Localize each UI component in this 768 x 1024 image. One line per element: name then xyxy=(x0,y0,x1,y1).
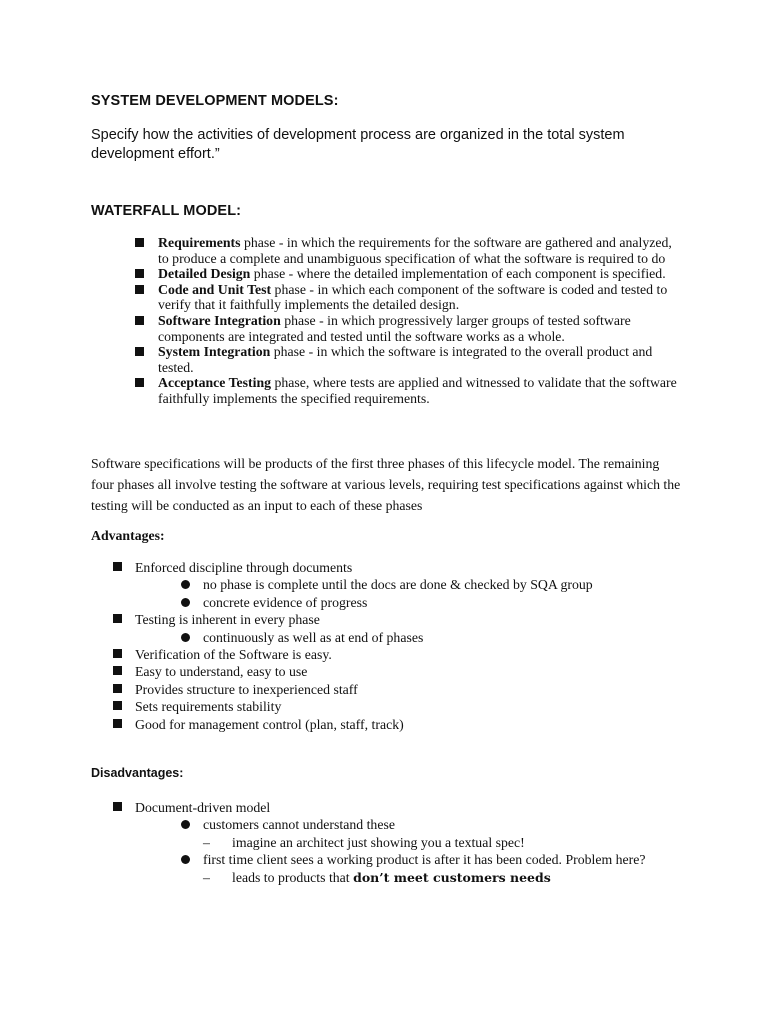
round-bullet-icon xyxy=(181,580,190,589)
advantage-text: Sets requirements stability xyxy=(135,699,282,715)
sub-sub-list-item xyxy=(135,834,693,851)
disadvantages-heading: Disadvantages: xyxy=(91,766,184,780)
phase-name: Software Integration xyxy=(158,312,281,328)
phase-name: Code and Unit Test xyxy=(158,281,272,297)
disadvantage-text: Document-driven model xyxy=(135,800,271,815)
page-title: SYSTEM DEVELOPMENT MODELS: xyxy=(91,93,339,109)
phase-description: phase - in which progressively larger groups of tested software components are integrated and tested until the software works as a whole. xyxy=(158,312,631,344)
list-item xyxy=(113,559,673,611)
list-item xyxy=(135,344,680,375)
phase-name: Requirements xyxy=(158,235,241,250)
phase-name: Acceptance Testing xyxy=(158,375,272,391)
advantages-heading: Advantages: xyxy=(91,528,165,543)
phase-name: System Integration xyxy=(158,344,271,360)
list-item xyxy=(113,681,673,698)
sub-list-item xyxy=(135,576,673,593)
advantage-text: Provides structure to inexperienced staff xyxy=(135,681,358,697)
sub-item-text: no phase is complete until the docs are done & checked by SQA group xyxy=(203,577,593,593)
square-bullet-icon xyxy=(113,614,122,623)
square-bullet-icon xyxy=(113,666,122,675)
list-item xyxy=(135,282,680,313)
sub-sub-item-text: leads to products that xyxy=(232,869,354,885)
square-bullet-icon xyxy=(135,378,144,387)
phase-description: phase - in which each component of the software is coded and tested to verify that it faithfully implements the detailed design. xyxy=(158,281,668,313)
square-bullet-icon xyxy=(113,684,122,693)
advantage-text: Verification of the Software is easy. xyxy=(135,647,332,663)
square-bullet-icon xyxy=(135,347,144,356)
sub-list-item xyxy=(135,594,673,611)
sub-list-item xyxy=(135,629,673,646)
phase-name: Detailed Design xyxy=(158,266,251,282)
sub-list xyxy=(135,816,693,886)
list-item xyxy=(113,611,673,646)
sub-list xyxy=(135,629,673,646)
sub-item-text: customers cannot understand these xyxy=(203,817,395,833)
round-bullet-icon xyxy=(181,633,190,642)
phase-description: phase - in which the requirements for the software are gathered and analyzed, to produce a complete and unambiguous specification of what the software is required to do xyxy=(158,235,672,266)
list-item xyxy=(113,698,673,715)
list-item xyxy=(113,663,673,680)
sub-item-text: continuously as well as at end of phases xyxy=(203,629,424,645)
sub-list xyxy=(135,576,673,611)
square-bullet-icon xyxy=(135,269,144,278)
intro-paragraph: Specify how the activities of development process are organized in the total system development effort.” xyxy=(91,127,625,162)
phase-description: phase - in which the software is integrated to the overall product and tested. xyxy=(158,344,653,375)
square-bullet-icon xyxy=(113,719,122,728)
phase-list xyxy=(135,235,680,407)
advantage-text: Enforced discipline through documents xyxy=(135,560,353,575)
list-item xyxy=(135,375,680,406)
list-item xyxy=(113,646,673,663)
sub-item-text: first time client sees a working product is after it has been coded. Problem here? xyxy=(203,852,646,868)
waterfall-heading: WATERFALL MODEL: xyxy=(91,203,242,219)
list-item xyxy=(113,716,673,733)
list-item xyxy=(135,235,680,266)
square-bullet-icon xyxy=(113,649,122,658)
list-item xyxy=(135,313,680,344)
sub-sub-list xyxy=(135,834,693,851)
phase-description: phase, where tests are applied and witnessed to validate that the software faithfully implements the specified requirements. xyxy=(158,375,677,406)
advantage-text: Good for management control (plan, staff, track) xyxy=(135,716,404,732)
sub-sub-item-text: imagine an architect just showing you a textual spec! xyxy=(232,834,525,850)
square-bullet-icon xyxy=(113,562,122,571)
round-bullet-icon xyxy=(181,855,190,864)
summary-paragraph: Software specifications will be products of the first three phases of this lifecycle model. The remaining four phases all involve testing the software at various levels, requiring test specifications against which the testing will be conducted as an input to each of these phases xyxy=(91,456,681,513)
dash-bullet: – xyxy=(203,869,210,885)
square-bullet-icon xyxy=(135,285,144,294)
phase-description: phase - where the detailed implementation of each component is specified. xyxy=(250,266,666,282)
list-item xyxy=(113,799,693,886)
sub-sub-list-item xyxy=(135,869,693,886)
advantage-text: Testing is inherent in every phase xyxy=(135,612,320,628)
sub-list-item xyxy=(135,816,693,851)
sub-item-text: concrete evidence of progress xyxy=(203,594,368,610)
emphasized-text: don’t meet customers needs xyxy=(353,869,551,885)
dash-bullet: – xyxy=(203,834,210,850)
advantages-list xyxy=(113,559,673,733)
square-bullet-icon xyxy=(113,701,122,710)
sub-sub-list xyxy=(135,869,693,886)
sub-list-item xyxy=(135,851,693,886)
square-bullet-icon xyxy=(113,802,122,811)
round-bullet-icon xyxy=(181,820,190,829)
disadvantages-list xyxy=(113,799,693,886)
square-bullet-icon xyxy=(135,238,144,247)
advantage-text: Easy to understand, easy to use xyxy=(135,664,308,680)
list-item xyxy=(135,266,680,282)
round-bullet-icon xyxy=(181,598,190,607)
square-bullet-icon xyxy=(135,316,144,325)
